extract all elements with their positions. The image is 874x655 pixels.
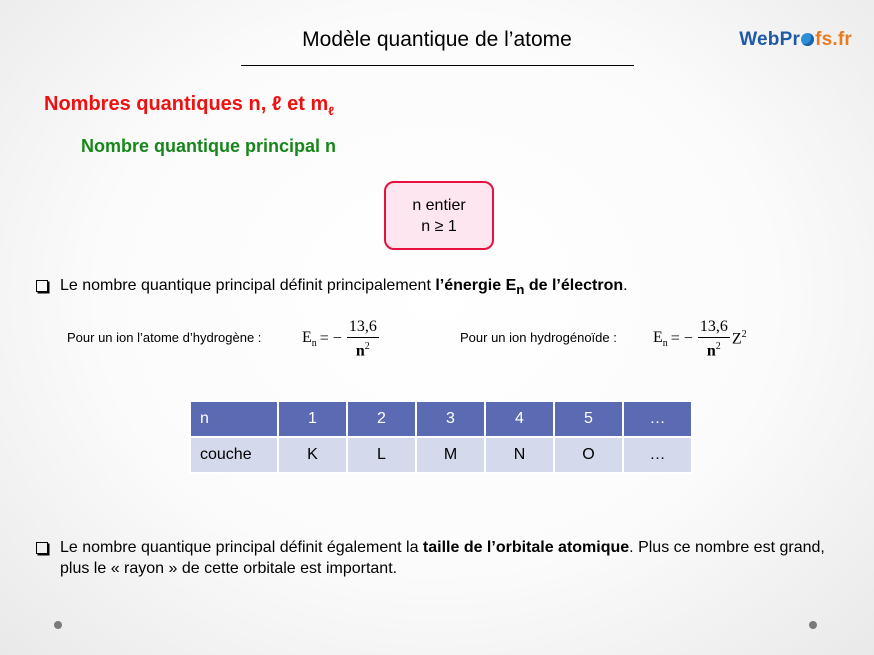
bullet-energy-end: . xyxy=(623,277,628,294)
hydrogenoid-energy-formula xyxy=(653,318,747,360)
table-cell: O xyxy=(554,437,623,473)
bullet-orbital-bold: taille de l’orbitale atomique xyxy=(422,539,630,556)
table-cell: couche xyxy=(190,437,278,473)
sub-heading: Nombre quantique principal n xyxy=(81,136,337,156)
bullet-energy xyxy=(36,275,856,300)
bullet-energy-bold-a: l’énergie E xyxy=(435,277,517,294)
decorative-dot-left xyxy=(54,621,62,629)
hydrogen-energy-formula xyxy=(302,318,381,360)
table-cell: 5 xyxy=(554,401,623,437)
bullet-energy-subscript: n xyxy=(516,282,525,298)
decorative-dot-right xyxy=(809,621,817,629)
formula-numerator: 13,6 xyxy=(698,318,730,338)
logo-globe-icon xyxy=(801,33,814,46)
section-heading-subscript: ℓ xyxy=(328,104,335,118)
bullet-orbital-rest: . Plus ce nombre est grand, plus le « rayon » de cette orbitale est important. xyxy=(60,539,825,577)
section-heading xyxy=(44,93,334,118)
formula-denominator: $n^2$ xyxy=(355,340,370,360)
webprofs-logo[interactable] xyxy=(739,29,852,51)
checkbox-bullet-icon xyxy=(36,280,48,292)
table-cell: 1 xyxy=(278,401,347,437)
n-condition-box xyxy=(384,181,494,250)
bullet-orbital-text: Le nombre quantique principal définit également la xyxy=(60,539,423,556)
n-shell-table xyxy=(189,400,693,474)
hydrogen-formula-label: Pour un ion l’atome d’hydrogène : xyxy=(67,330,262,345)
table-cell: K xyxy=(278,437,347,473)
table-cell: 2 xyxy=(347,401,416,437)
section-heading-text: Nombres quantiques n, ℓ et m xyxy=(44,93,329,115)
logo-text-left: WebPr xyxy=(739,29,801,50)
formula-denominator: $n^2$ xyxy=(706,340,721,360)
n-box-line-1: n entier xyxy=(412,196,466,214)
formula-lhs: $E_n$ xyxy=(302,328,317,350)
bullet-energy-text: Le nombre quantique principal définit principalement xyxy=(60,277,436,294)
table-header-row xyxy=(190,401,692,437)
hydrogenoid-formula-label: Pour un ion hydrogénoïde : xyxy=(460,330,617,345)
table-cell: … xyxy=(623,437,692,473)
bullet-orbital-size xyxy=(36,537,856,579)
formula-fraction xyxy=(698,318,730,360)
slide-title: Modèle quantique de l’atome xyxy=(302,28,572,51)
formula-equals: = − xyxy=(319,330,342,347)
table-cell: M xyxy=(416,437,485,473)
checkbox-bullet-icon xyxy=(36,542,48,554)
table-cell: L xyxy=(347,437,416,473)
formula-numerator: 13,6 xyxy=(347,318,379,338)
formula-fraction xyxy=(347,318,379,360)
table-cell: 3 xyxy=(416,401,485,437)
formula-equals: = − xyxy=(670,330,693,347)
table-cell: … xyxy=(623,401,692,437)
logo-text-right: fs.fr xyxy=(815,29,852,50)
formula-lhs: $E_n$ xyxy=(653,328,668,350)
bullet-energy-bold-b: de l’électron xyxy=(524,277,624,294)
table-row xyxy=(190,437,692,473)
table-cell: 4 xyxy=(485,401,554,437)
formula-z-term: $Z^2$ xyxy=(731,329,747,348)
title-underline xyxy=(241,65,634,66)
table-cell: N xyxy=(485,437,554,473)
n-box-line-2: n ≥ 1 xyxy=(421,217,457,235)
table-cell: n xyxy=(190,401,278,437)
